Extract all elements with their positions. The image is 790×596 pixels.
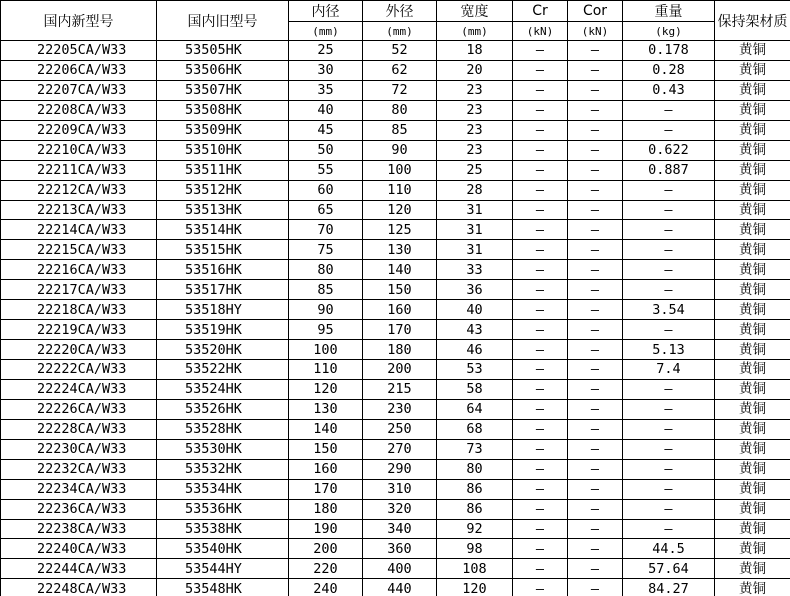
cell-width: 86 (437, 479, 513, 499)
cell-new-model: 22232CA/W33 (1, 459, 157, 479)
header-old-model: 国内旧型号 (157, 1, 289, 41)
cell-outer-diameter: 72 (363, 80, 437, 100)
cell-new-model: 22240CA/W33 (1, 539, 157, 559)
cell-weight: — (623, 260, 715, 280)
cell-weight: 0.43 (623, 80, 715, 100)
cell-cor: — (568, 499, 623, 519)
table-row (1, 539, 790, 559)
cell-cr: — (513, 180, 568, 200)
cell-cage-material: 黄铜 (715, 41, 790, 61)
cell-width: 23 (437, 100, 513, 120)
table-row (1, 80, 790, 100)
table-row (1, 41, 790, 61)
cell-cor: — (568, 160, 623, 180)
cell-cor: — (568, 120, 623, 140)
cell-width: 46 (437, 340, 513, 360)
cell-width: 23 (437, 80, 513, 100)
cell-old-model: 53522HK (157, 360, 289, 380)
cell-cage-material: 黄铜 (715, 459, 790, 479)
cell-weight: — (623, 519, 715, 539)
cell-old-model: 53513HK (157, 200, 289, 220)
cell-cr: — (513, 200, 568, 220)
cell-width: 40 (437, 300, 513, 320)
cell-cor: — (568, 300, 623, 320)
cell-weight: — (623, 120, 715, 140)
cell-width: 53 (437, 360, 513, 380)
cell-new-model: 22222CA/W33 (1, 360, 157, 380)
cell-outer-diameter: 360 (363, 539, 437, 559)
header-row (1, 1, 790, 22)
header-weight: 重量 (623, 1, 715, 22)
cell-cage-material: 黄铜 (715, 300, 790, 320)
cell-inner-diameter: 45 (289, 120, 363, 140)
table-body (1, 41, 790, 596)
cell-outer-diameter: 250 (363, 419, 437, 439)
table-row (1, 260, 790, 280)
cell-new-model: 22215CA/W33 (1, 240, 157, 260)
cell-cor: — (568, 439, 623, 459)
cell-weight: 0.887 (623, 160, 715, 180)
cell-outer-diameter: 230 (363, 399, 437, 419)
cell-inner-diameter: 30 (289, 60, 363, 80)
cell-width: 86 (437, 499, 513, 519)
table-row (1, 280, 790, 300)
cell-cor: — (568, 60, 623, 80)
cell-cage-material: 黄铜 (715, 120, 790, 140)
header-cage-material: 保持架材质 (715, 1, 790, 41)
cell-old-model: 53530HK (157, 439, 289, 459)
cell-cor: — (568, 240, 623, 260)
cell-outer-diameter: 85 (363, 120, 437, 140)
cell-weight: 5.13 (623, 340, 715, 360)
unit-outer-diameter: (mm) (363, 22, 437, 41)
cell-old-model: 53536HK (157, 499, 289, 519)
cell-width: 120 (437, 579, 513, 596)
cell-cr: — (513, 360, 568, 380)
cell-cage-material: 黄铜 (715, 559, 790, 579)
cell-cor: — (568, 399, 623, 419)
cell-inner-diameter: 150 (289, 439, 363, 459)
table-row (1, 439, 790, 459)
cell-cr: — (513, 60, 568, 80)
cell-new-model: 22226CA/W33 (1, 399, 157, 419)
table-row (1, 340, 790, 360)
table-row (1, 459, 790, 479)
table-row (1, 519, 790, 539)
cell-outer-diameter: 320 (363, 499, 437, 519)
cell-cr: — (513, 579, 568, 596)
cell-weight: — (623, 180, 715, 200)
cell-cor: — (568, 479, 623, 499)
cell-width: 33 (437, 260, 513, 280)
table-row (1, 479, 790, 499)
cell-cage-material: 黄铜 (715, 379, 790, 399)
cell-width: 58 (437, 379, 513, 399)
cell-cage-material: 黄铜 (715, 220, 790, 240)
header-cr: Cr (513, 1, 568, 22)
cell-old-model: 53532HK (157, 459, 289, 479)
cell-weight: — (623, 439, 715, 459)
cell-cage-material: 黄铜 (715, 100, 790, 120)
cell-inner-diameter: 110 (289, 360, 363, 380)
cell-cage-material: 黄铜 (715, 180, 790, 200)
table-row (1, 499, 790, 519)
cell-outer-diameter: 200 (363, 360, 437, 380)
cell-inner-diameter: 50 (289, 140, 363, 160)
cell-inner-diameter: 220 (289, 559, 363, 579)
cell-width: 31 (437, 240, 513, 260)
table-row (1, 320, 790, 340)
cell-cage-material: 黄铜 (715, 439, 790, 459)
cell-outer-diameter: 110 (363, 180, 437, 200)
cell-old-model: 53518HY (157, 300, 289, 320)
table-row (1, 220, 790, 240)
cell-width: 28 (437, 180, 513, 200)
cell-width: 20 (437, 60, 513, 80)
cell-outer-diameter: 270 (363, 439, 437, 459)
cell-cor: — (568, 340, 623, 360)
cell-old-model: 53534HK (157, 479, 289, 499)
cell-inner-diameter: 80 (289, 260, 363, 280)
cell-width: 43 (437, 320, 513, 340)
cell-outer-diameter: 215 (363, 379, 437, 399)
cell-new-model: 22224CA/W33 (1, 379, 157, 399)
cell-cage-material: 黄铜 (715, 140, 790, 160)
cell-weight: 0.28 (623, 60, 715, 80)
table-row (1, 579, 790, 596)
cell-new-model: 22206CA/W33 (1, 60, 157, 80)
cell-weight: — (623, 200, 715, 220)
cell-cr: — (513, 539, 568, 559)
cell-weight: — (623, 240, 715, 260)
cell-cr: — (513, 120, 568, 140)
cell-cor: — (568, 459, 623, 479)
cell-cor: — (568, 100, 623, 120)
cell-old-model: 53508HK (157, 100, 289, 120)
cell-old-model: 53511HK (157, 160, 289, 180)
cell-weight: — (623, 499, 715, 519)
cell-old-model: 53515HK (157, 240, 289, 260)
table-row (1, 379, 790, 399)
table-row (1, 240, 790, 260)
cell-old-model: 53512HK (157, 180, 289, 200)
cell-cage-material: 黄铜 (715, 280, 790, 300)
cell-inner-diameter: 120 (289, 379, 363, 399)
table-row (1, 100, 790, 120)
cell-new-model: 22216CA/W33 (1, 260, 157, 280)
cell-outer-diameter: 125 (363, 220, 437, 240)
cell-inner-diameter: 180 (289, 499, 363, 519)
table-row (1, 360, 790, 380)
cell-old-model: 53528HK (157, 419, 289, 439)
cell-old-model: 53514HK (157, 220, 289, 240)
cell-inner-diameter: 75 (289, 240, 363, 260)
unit-weight: (kg) (623, 22, 715, 41)
cell-cr: — (513, 100, 568, 120)
header-width: 宽度 (437, 1, 513, 22)
cell-new-model: 22214CA/W33 (1, 220, 157, 240)
cell-outer-diameter: 180 (363, 340, 437, 360)
cell-outer-diameter: 160 (363, 300, 437, 320)
cell-outer-diameter: 52 (363, 41, 437, 61)
cell-outer-diameter: 170 (363, 320, 437, 340)
cell-cr: — (513, 559, 568, 579)
cell-cr: — (513, 280, 568, 300)
cell-weight: — (623, 100, 715, 120)
cell-cr: — (513, 459, 568, 479)
cell-cr: — (513, 340, 568, 360)
cell-new-model: 22228CA/W33 (1, 419, 157, 439)
cell-cor: — (568, 559, 623, 579)
cell-cor: — (568, 579, 623, 596)
cell-cage-material: 黄铜 (715, 499, 790, 519)
cell-cage-material: 黄铜 (715, 579, 790, 596)
cell-cage-material: 黄铜 (715, 320, 790, 340)
unit-cor: (kN) (568, 22, 623, 41)
cell-cr: — (513, 41, 568, 61)
cell-width: 31 (437, 200, 513, 220)
cell-old-model: 53506HK (157, 60, 289, 80)
header-outer-diameter: 外径 (363, 1, 437, 22)
cell-cr: — (513, 160, 568, 180)
cell-weight: 44.5 (623, 539, 715, 559)
cell-inner-diameter: 160 (289, 459, 363, 479)
cell-cr: — (513, 220, 568, 240)
cell-cage-material: 黄铜 (715, 240, 790, 260)
cell-cr: — (513, 320, 568, 340)
cell-new-model: 22205CA/W33 (1, 41, 157, 61)
cell-new-model: 22213CA/W33 (1, 200, 157, 220)
cell-outer-diameter: 90 (363, 140, 437, 160)
cell-cor: — (568, 80, 623, 100)
cell-cr: — (513, 419, 568, 439)
table-row (1, 300, 790, 320)
cell-cor: — (568, 320, 623, 340)
cell-outer-diameter: 80 (363, 100, 437, 120)
table-row (1, 180, 790, 200)
cell-inner-diameter: 240 (289, 579, 363, 596)
cell-cr: — (513, 140, 568, 160)
cell-cage-material: 黄铜 (715, 419, 790, 439)
cell-old-model: 53526HK (157, 399, 289, 419)
cell-old-model: 53548HK (157, 579, 289, 596)
unit-cr: (kN) (513, 22, 568, 41)
cell-old-model: 53538HK (157, 519, 289, 539)
cell-cor: — (568, 41, 623, 61)
cell-cage-material: 黄铜 (715, 200, 790, 220)
cell-cor: — (568, 180, 623, 200)
cell-old-model: 53509HK (157, 120, 289, 140)
cell-outer-diameter: 100 (363, 160, 437, 180)
cell-cor: — (568, 419, 623, 439)
table-row (1, 140, 790, 160)
cell-inner-diameter: 170 (289, 479, 363, 499)
cell-new-model: 22210CA/W33 (1, 140, 157, 160)
cell-inner-diameter: 25 (289, 41, 363, 61)
cell-outer-diameter: 130 (363, 240, 437, 260)
cell-weight: 0.622 (623, 140, 715, 160)
cell-inner-diameter: 100 (289, 340, 363, 360)
cell-cage-material: 黄铜 (715, 519, 790, 539)
cell-cage-material: 黄铜 (715, 340, 790, 360)
cell-inner-diameter: 35 (289, 80, 363, 100)
cell-new-model: 22209CA/W33 (1, 120, 157, 140)
cell-cor: — (568, 539, 623, 559)
cell-old-model: 53520HK (157, 340, 289, 360)
cell-width: 108 (437, 559, 513, 579)
cell-width: 92 (437, 519, 513, 539)
cell-cage-material: 黄铜 (715, 479, 790, 499)
cell-inner-diameter: 65 (289, 200, 363, 220)
cell-outer-diameter: 140 (363, 260, 437, 280)
cell-width: 23 (437, 120, 513, 140)
cell-weight: — (623, 379, 715, 399)
cell-new-model: 22244CA/W33 (1, 559, 157, 579)
cell-inner-diameter: 200 (289, 539, 363, 559)
cell-new-model: 22218CA/W33 (1, 300, 157, 320)
cell-cor: — (568, 519, 623, 539)
cell-old-model: 53540HK (157, 539, 289, 559)
cell-width: 31 (437, 220, 513, 240)
table-row (1, 419, 790, 439)
header-inner-diameter: 内径 (289, 1, 363, 22)
cell-inner-diameter: 190 (289, 519, 363, 539)
cell-cor: — (568, 260, 623, 280)
cell-width: 80 (437, 459, 513, 479)
cell-new-model: 22238CA/W33 (1, 519, 157, 539)
unit-inner-diameter: (mm) (289, 22, 363, 41)
table-row (1, 120, 790, 140)
cell-cor: — (568, 140, 623, 160)
cell-cr: — (513, 240, 568, 260)
cell-weight: 7.4 (623, 360, 715, 380)
cell-width: 25 (437, 160, 513, 180)
cell-inner-diameter: 95 (289, 320, 363, 340)
cell-cor: — (568, 280, 623, 300)
cell-weight: 3.54 (623, 300, 715, 320)
cell-inner-diameter: 70 (289, 220, 363, 240)
cell-outer-diameter: 340 (363, 519, 437, 539)
cell-inner-diameter: 140 (289, 419, 363, 439)
table-row (1, 559, 790, 579)
cell-weight: 57.64 (623, 559, 715, 579)
cell-inner-diameter: 90 (289, 300, 363, 320)
cell-width: 18 (437, 41, 513, 61)
table-row (1, 200, 790, 220)
cell-weight: — (623, 419, 715, 439)
cell-old-model: 53510HK (157, 140, 289, 160)
cell-width: 64 (437, 399, 513, 419)
cell-cr: — (513, 479, 568, 499)
cell-outer-diameter: 440 (363, 579, 437, 596)
table-row (1, 399, 790, 419)
cell-new-model: 22217CA/W33 (1, 280, 157, 300)
cell-weight: — (623, 320, 715, 340)
cell-width: 36 (437, 280, 513, 300)
cell-outer-diameter: 310 (363, 479, 437, 499)
cell-cr: — (513, 439, 568, 459)
cell-cr: — (513, 300, 568, 320)
unit-width: (mm) (437, 22, 513, 41)
cell-inner-diameter: 60 (289, 180, 363, 200)
cell-outer-diameter: 150 (363, 280, 437, 300)
cell-cage-material: 黄铜 (715, 399, 790, 419)
cell-outer-diameter: 400 (363, 559, 437, 579)
cell-weight: — (623, 280, 715, 300)
cell-cor: — (568, 360, 623, 380)
cell-new-model: 22211CA/W33 (1, 160, 157, 180)
cell-cage-material: 黄铜 (715, 360, 790, 380)
cell-old-model: 53516HK (157, 260, 289, 280)
cell-cage-material: 黄铜 (715, 80, 790, 100)
cell-new-model: 22220CA/W33 (1, 340, 157, 360)
cell-weight: 84.27 (623, 579, 715, 596)
cell-new-model: 22219CA/W33 (1, 320, 157, 340)
cell-new-model: 22208CA/W33 (1, 100, 157, 120)
cell-outer-diameter: 290 (363, 459, 437, 479)
cell-width: 73 (437, 439, 513, 459)
cell-cage-material: 黄铜 (715, 539, 790, 559)
table-row (1, 60, 790, 80)
cell-inner-diameter: 130 (289, 399, 363, 419)
cell-width: 68 (437, 419, 513, 439)
cell-weight: — (623, 459, 715, 479)
cell-cr: — (513, 80, 568, 100)
cell-weight: — (623, 399, 715, 419)
cell-old-model: 53507HK (157, 80, 289, 100)
header-cor: Cor (568, 1, 623, 22)
cell-cor: — (568, 220, 623, 240)
cell-outer-diameter: 62 (363, 60, 437, 80)
cell-weight: 0.178 (623, 41, 715, 61)
cell-cage-material: 黄铜 (715, 260, 790, 280)
cell-width: 23 (437, 140, 513, 160)
cell-inner-diameter: 55 (289, 160, 363, 180)
cell-cr: — (513, 260, 568, 280)
cell-new-model: 22212CA/W33 (1, 180, 157, 200)
cell-weight: — (623, 220, 715, 240)
cell-cor: — (568, 200, 623, 220)
cell-new-model: 22236CA/W33 (1, 499, 157, 519)
cell-old-model: 53517HK (157, 280, 289, 300)
header-new-model: 国内新型号 (1, 1, 157, 41)
cell-cr: — (513, 499, 568, 519)
cell-cr: — (513, 399, 568, 419)
cell-new-model: 22248CA/W33 (1, 579, 157, 596)
cell-new-model: 22234CA/W33 (1, 479, 157, 499)
cell-cr: — (513, 519, 568, 539)
cell-inner-diameter: 40 (289, 100, 363, 120)
cell-old-model: 53505HK (157, 41, 289, 61)
cell-cage-material: 黄铜 (715, 160, 790, 180)
cell-new-model: 22230CA/W33 (1, 439, 157, 459)
cell-cage-material: 黄铜 (715, 60, 790, 80)
cell-old-model: 53524HK (157, 379, 289, 399)
cell-cr: — (513, 379, 568, 399)
cell-outer-diameter: 120 (363, 200, 437, 220)
cell-new-model: 22207CA/W33 (1, 80, 157, 100)
cell-inner-diameter: 85 (289, 280, 363, 300)
cell-cor: — (568, 379, 623, 399)
table-row (1, 160, 790, 180)
cell-weight: — (623, 479, 715, 499)
cell-width: 98 (437, 539, 513, 559)
cell-old-model: 53519HK (157, 320, 289, 340)
cell-old-model: 53544HY (157, 559, 289, 579)
